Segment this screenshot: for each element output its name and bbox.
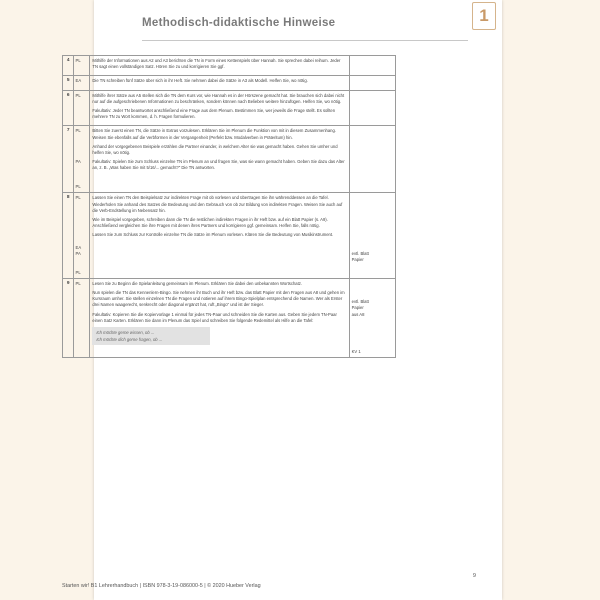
material-label: KV 1 xyxy=(351,348,361,354)
instruction-paragraph: Fakultativ: Kopieren Sie die Kopiervorlage 1 einmal für jedes TN-Paar und schneiden Sie die Karten aus. Geben Sie jedem TN-Paar einen Satz Karten. Erklären Sie dann im Plenum das Spiel und schreiben Sie folgende Redemittel als Hilfe an die Tafel: xyxy=(92,311,337,323)
table-row xyxy=(63,90,396,126)
social-form-label: PL xyxy=(75,128,81,134)
material-cell xyxy=(349,278,395,357)
table-row xyxy=(63,278,396,357)
material-cell xyxy=(349,90,395,126)
step-number: 8 xyxy=(63,193,74,278)
material-cell xyxy=(349,126,395,193)
table-row xyxy=(63,126,396,193)
step-number: 9 xyxy=(63,278,74,357)
social-form-cell xyxy=(73,56,90,76)
social-form-cell xyxy=(73,90,90,126)
instruction-cell xyxy=(90,193,349,278)
social-form-label: PA xyxy=(75,159,81,165)
instruction-paragraph: Mithilfe ihrer Sätze aus A5 stellen sich die TN dem Kurs vor, wie Hannah es in der Hörszene gemacht hat. Sie brauchen sich dabei nicht nur auf die aufgeschriebenen Informationen zu beschränken, sondern können nach Belieben weitere hinzufügen. Helfen Sie, wo nötig. xyxy=(92,92,345,104)
example-phrase: Ich möchte gerne wissen, ob ... xyxy=(96,329,155,335)
instruction-paragraph: Lassen Sie zum Schluss zur Kontrolle einzelne TN die Sätze im Plenum vorlesen. Klären Sie die Bedeutung von Musikinstrument. xyxy=(92,232,334,238)
material-label: evtl. Blatt xyxy=(351,299,369,305)
instruction-paragraph: Mithilfe der Informationen aus A2 und A3 berichten die TN in Form eines Kettenspiels über Hannah. Sie sprechen dabei reihum. Jeder TN sagt einen vollständigen Satz. Hören Sie zu und korrigieren Sie ggf. xyxy=(92,58,341,70)
table-row xyxy=(63,193,396,278)
step-number: 4 xyxy=(63,56,74,76)
instruction-paragraph: Wie im Beispiel vorgegeben, schreiben dann die TN die restlichen indirekten Fragen in ihr Heft bzw. auf ein Blatt Papier (s. A9). Anschließend vergleichen Sie ihre Fragen mit denen ihres Partners und korrigieren ggf. gemeinsam. Helfen Sie, falls nötig. xyxy=(92,216,328,229)
instruction-paragraph: Lesen Sie zu Beginn die Spielanleitung gemeinsam im Plenum. Erklären Sie dabei den unbekannten Wortschatz. xyxy=(92,280,303,286)
table-row xyxy=(63,56,396,76)
instruction-paragraph: Nun spielen die TN das Kennenlern-Bingo. Sie nehmen ihr Buch und ihr Heft bzw. das Blatt Papier mit den Fragen aus A8 und gehen im Kursraum umher. Sie stellen einzelnen TN die Fragen und notieren auf ihrem Bingo-Spielplan entsprechend die Namen. Wer als Erster drei Namen waagerecht, senkrecht oder diagonal ergänzt hat, ruft „Bingo“ und ist der Sieger. xyxy=(92,289,345,308)
material-label: evtl. Blatt xyxy=(351,250,369,256)
header-divider xyxy=(142,40,468,41)
instruction-paragraph: Die TN schreiben fünf Sätze über sich in ihr Heft. Sie nehmen dabei die Sätze in A3 als Modell. Helfen Sie, wo nötig. xyxy=(92,78,308,84)
social-form-label: EA xyxy=(75,244,82,250)
instruction-paragraph: Bitten Sie zuerst einen TN, die Sätze in Extras vorzulesen. Erklären Sie im Plenum die Funktion von mit in diesem Zusammenhang. Weisen Sie ebenfalls auf die Verbformen in der Vergangenheit (Perfekt bzw. Modalverben in Präteritum) hin. xyxy=(92,128,336,140)
social-form-label: PL xyxy=(75,269,81,275)
instruction-cell xyxy=(90,56,349,76)
instruction-cell xyxy=(90,278,349,357)
social-form-label: PL xyxy=(75,58,81,63)
instruction-cell xyxy=(90,90,349,126)
material-cell xyxy=(349,76,395,90)
page-number: 9 xyxy=(472,573,476,579)
social-form-cell xyxy=(73,278,90,357)
instruction-paragraph: Anhand der vorgegebenen Beispiele erzählen die Partner einander, in welchem Alter sie was gemacht haben. Gehen Sie umher und helfen Sie, wo nötig. xyxy=(92,143,338,156)
material-label: Papier xyxy=(351,257,364,263)
table-row xyxy=(63,76,396,90)
material-label: aus A8 xyxy=(351,311,365,317)
footer-imprint: Starten wir! B1 Lehrerhandbuch | ISBN 978-3-19-086000-5 | © 2020 Hueber Verlag xyxy=(62,583,261,589)
example-phrase: Ich möchte dich gerne fragen, ob ... xyxy=(96,336,163,342)
social-form-label: EA xyxy=(75,78,82,84)
step-number: 5 xyxy=(63,76,74,90)
instruction-cell xyxy=(90,76,349,90)
example-phrases-box xyxy=(92,327,210,345)
material-cell xyxy=(349,56,395,76)
social-form-label: PL xyxy=(75,195,81,201)
step-number: 6 xyxy=(63,90,74,126)
chapter-badge: 1 xyxy=(472,2,496,30)
social-form-cell xyxy=(73,76,90,90)
page-title: Methodisch-didaktische Hinweise xyxy=(142,17,336,29)
material-cell xyxy=(349,193,395,278)
social-form-label: PL xyxy=(75,280,81,286)
lesson-table xyxy=(62,55,396,358)
instruction-cell xyxy=(90,126,349,193)
step-number: 7 xyxy=(63,126,74,193)
instruction-paragraph: Lassen Sie einen TN den Beispielsatz zur indirekten Frage mit ob vorlesen und übertragen Sie ihn währenddessen an die Tafel. Wiederholen Sie anhand des Satzes die Bedeutung und den Gebrauch von ob zur Bildung von indirekten Fragen. Weisen Sie auch auf die Verb-Endstellung im Nebensatz hin. xyxy=(92,195,343,213)
social-form-label: PL xyxy=(75,92,81,98)
social-form-cell xyxy=(73,193,90,278)
instruction-paragraph: Fakultativ: Spielen Sie zum Schluss einzelne TN im Plenum an und fragen Sie, was sie wann gemacht haben. Geben Sie dazu das Alter an, z. B. „Was haben Sie mit 5/16/... gemacht?“ Die TN antworten. xyxy=(92,159,345,171)
material-label: Papier xyxy=(351,305,364,311)
instruction-paragraph: Fakultativ: Jeder TN beantwortet anschließend eine Frage aus dem Plenum. Bestimmen Sie, wer jeweils die Frage stellt. Es sollten mehrere TN zu Wort kommen, d. h. Fragen formulieren. xyxy=(92,108,336,120)
social-form-cell xyxy=(73,126,90,193)
social-form-label: PA xyxy=(75,250,81,256)
lesson-table-body xyxy=(63,56,396,358)
social-form-label: PL xyxy=(75,184,81,190)
